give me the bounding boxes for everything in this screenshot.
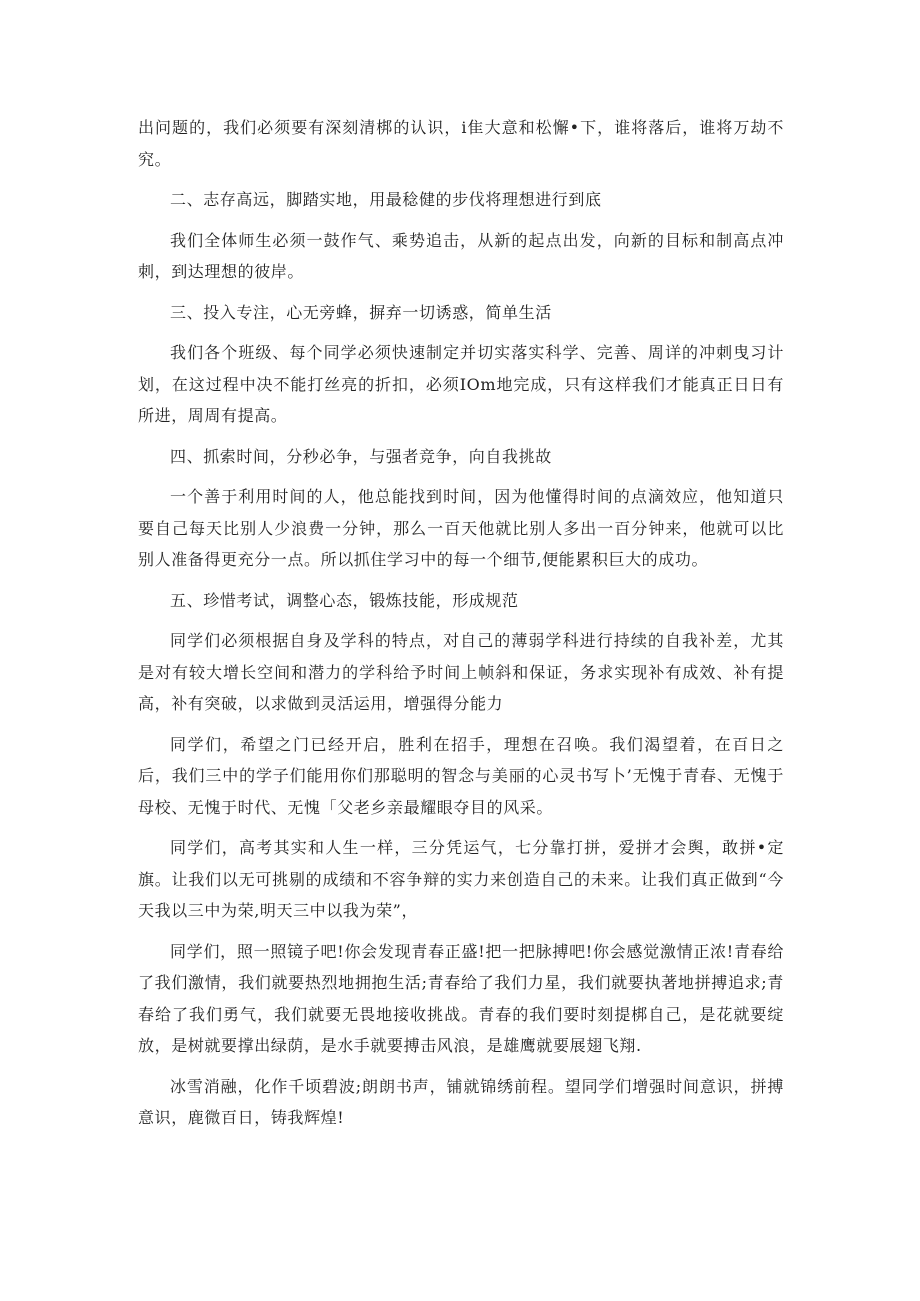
paragraph-continuation: 出问题的，我们必须要有深刻清梆的认识，i隹大意和松懈•下，谁将落后，谁将万劫不究。	[138, 118, 784, 169]
paragraph: 同学们必须根据自身及学科的特点，对自己的薄弱学科进行持续的自我补差，尤其是对有较大增长空间和潜力的学科给予时间上帧斜和保证，务求实现补有成效、补有提高，补有突破，以求做到灵活运用，增强得分能力	[138, 631, 784, 713]
paragraph: 同学们，高考其实和人生一样，三分凭运气，七分靠打拼，爱拼才会舆，敢拼•定旗。让我们以无可挑剔的成绩和不容争辩的实力来创造自己的未来。让我们真正做到“今天我以三中为荣,明天三中以我为荣”，	[138, 838, 784, 920]
section-heading-3: 三、投入专注，心无旁蜂，摒弃一切诱惑，简单生活	[170, 302, 552, 322]
section-heading-5: 五、珍惜考试，调整心态，锻炼技能，形成规范	[170, 590, 519, 610]
paragraph: 同学们，照一照镜子吧!你会发现青春正盛!把一把脉搏吧!你会感觉激情正浓!青春给了我们激情，我们就要热烈地拥抱生活;青春给了我们力星，我们就要执著地拼搏追求;青春给了我们勇气，我们就要无畏地接收挑战。青春的我们要时刻提梆自己，是花就要绽放，是树就要撑出绿荫，是水手就要搏击风浪，是雄鹰就要展翅飞翔.	[138, 941, 784, 1055]
paragraph: 同学们，希望之门已经开启，胜利在招手，理想在召唤。我们渴望着，在百日之后，我们三中的学子们能用你们那聪明的智念与美丽的心灵书写卜’无愧于青春、无愧于母校、无愧于时代、无愧「父老乡亲最耀眼夺目的风采。	[138, 734, 784, 817]
paragraph: 我们全体师生必须一鼓作气、乘势追击，从新的起点出发，向新的目标和制高点冲刺，到达理想的彼岸。	[138, 230, 784, 281]
paragraph: 冰雪消融，化作千顷碧波;朗朗书声，铺就锦绣前程。望同学们增强时间意识，拼搏意识，鹿微百日，铸我辉煌!	[138, 1076, 784, 1127]
paragraph: 一个善于利用时间的人，他总能找到时间，因为他懂得时间的点滴效应，他知道只要自己每天比别人少浪费一分钟，那么一百天他就比别人多出一百分钟来，他就可以比别人准备得更充分一点。所以抓住学习中的每一个细节,便能累积巨大的成功。	[138, 487, 784, 569]
document-page	[138, 112, 784, 1143]
section-heading-2: 二、志存高远，脚踏实地，用最稔健的步伐将理想进行到底	[170, 190, 602, 209]
section-heading-4: 四、抓索时间，分秒必争，与强者竞争，向自我挑故	[170, 446, 552, 466]
paragraph: 我们各个班级、每个同学必须快速制定并切实落实科学、完善、周详的冲刺曳习计划，在这过程中决不能打丝亮的折扣，必须IOm地完成，只有这样我们才能真正日日有所进，周周有提高。	[138, 343, 784, 425]
